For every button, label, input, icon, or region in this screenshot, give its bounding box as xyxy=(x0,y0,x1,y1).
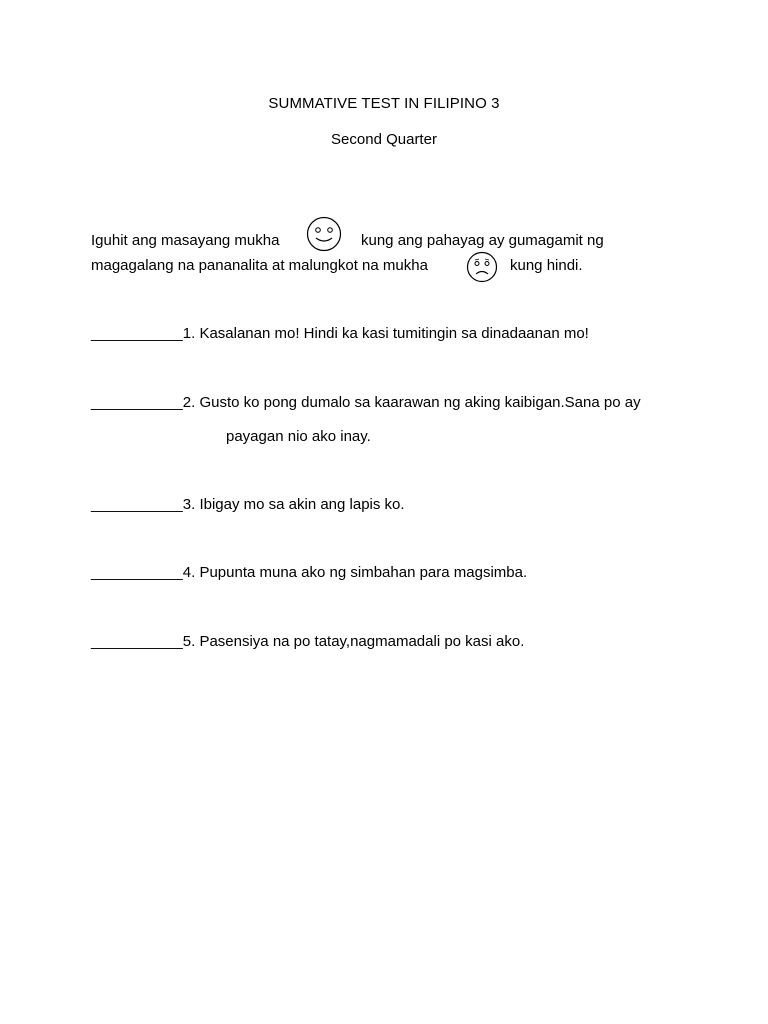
question-item-3 xyxy=(91,496,405,513)
answer-blank-4[interactable]: ___________ xyxy=(91,564,183,581)
question-text-2-continuation: payagan nio ako inay. xyxy=(226,428,371,445)
instruction-line-1-end: kung ang pahayag ay gumagamit ng xyxy=(361,232,604,249)
sad-face-icon xyxy=(466,251,498,283)
question-text-1: 1. Kasalanan mo! Hindi ka kasi tumitingin sa dinadaanan mo! xyxy=(182,325,589,342)
smiley-face-icon xyxy=(306,216,342,252)
page-title: SUMMATIVE TEST IN FILIPINO 3 xyxy=(268,95,500,112)
answer-blank-1[interactable]: ___________ xyxy=(91,325,183,342)
instruction-line-2-end: kung hindi. xyxy=(510,257,583,274)
question-text-2: 2. Gusto ko pong dumalo sa kaarawan ng aking kaibigan.Sana po ay xyxy=(182,394,641,411)
answer-blank-2[interactable]: ___________ xyxy=(91,394,183,411)
instruction-line-2-start: magagalang na pananalita at malungkot na mukha xyxy=(91,257,428,274)
question-item-1 xyxy=(91,325,589,342)
question-item-4 xyxy=(91,564,527,581)
question-text-3: 3. Ibigay mo sa akin ang lapis ko. xyxy=(182,496,405,513)
answer-blank-3[interactable]: ___________ xyxy=(91,496,183,513)
page-subtitle: Second Quarter xyxy=(331,131,437,148)
question-item-2 xyxy=(91,394,641,411)
question-text-5: 5. Pasensiya na po tatay,nagmamadali po kasi ako. xyxy=(182,633,525,650)
answer-blank-5[interactable]: ___________ xyxy=(91,633,183,650)
question-item-5 xyxy=(91,633,524,650)
instruction-line-1-start: Iguhit ang masayang mukha xyxy=(91,232,280,249)
question-text-4: 4. Pupunta muna ako ng simbahan para magsimba. xyxy=(182,564,528,581)
